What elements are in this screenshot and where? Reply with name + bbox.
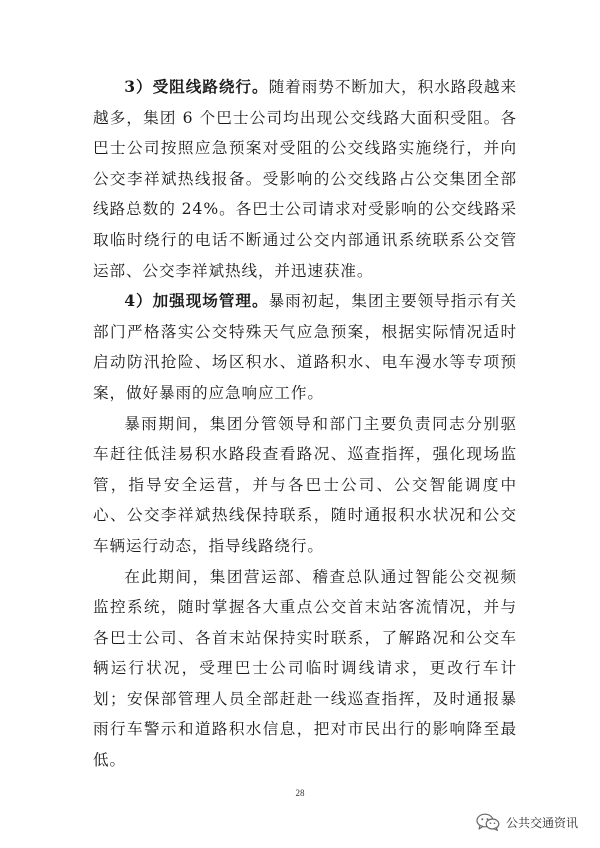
- paragraph-text: 在此期间，集团营运部、稽查总队通过智能公交视频监控系统，随时掌握各大重点公交首末站客流情况，并与各巴士公司、各首末站保持实时联系，了解路况和公交车辆运行状况，受理巴士公司临时调线请求，更改行车计划；安保部管理人员全部赶赴一线巡查指挥，及时通报暴雨行车警示和道路积水信息，把对市民出行的影响降至最低。: [93, 567, 517, 770]
- watermark: [476, 813, 578, 831]
- paragraph-site-management: [93, 286, 517, 408]
- paragraph-text: 暴雨初起，集团主要领导指示有关部门严格落实公交特殊天气应急预案，根据实际情况适时启动防汛抢险、场区积水、道路积水、电车漫水等专项预案，做好暴雨的应急响应工作。: [93, 292, 517, 402]
- page-number: 28: [295, 788, 305, 798]
- wechat-icon: [476, 813, 500, 831]
- section-heading: 4）加强现场管理。: [124, 291, 269, 311]
- body-text: [93, 72, 517, 776]
- paragraph-text: 暴雨期间，集团分管领导和部门主要负责同志分别驱车赶往低洼易积水路段查看路况、巡查指挥，强化现场监管，指导安全运营，并与各巴士公司、公交智能调度中心、公交李祥斌热线保持联系，随时通报积水状况和公交车辆运行动态，指导线路绕行。: [93, 414, 517, 555]
- paragraph-text: 随着雨势不断加大，积水路段越来越多，集团 6 个巴士公司均出现公交线路大面积受阻。各巴士公司按照应急预案对受阻的公交线路实施绕行，并向公交李祥斌热线报备。受影响的公交线路占公交集团全部线路总数的 24%。各巴士公司请求对受影响的公交线路采取临时绕行的电话不断通过公交内部通讯系统联系公交管运部、公交李祥斌热线，并迅速获准。: [93, 78, 517, 280]
- paragraph-rerouting: [93, 72, 517, 286]
- paragraph-rainstorm-period: [93, 409, 517, 562]
- watermark-text: 公共交通资讯: [505, 815, 578, 830]
- section-heading: 3）受阻线路绕行。: [124, 77, 269, 96]
- paragraph-operations: [93, 562, 517, 776]
